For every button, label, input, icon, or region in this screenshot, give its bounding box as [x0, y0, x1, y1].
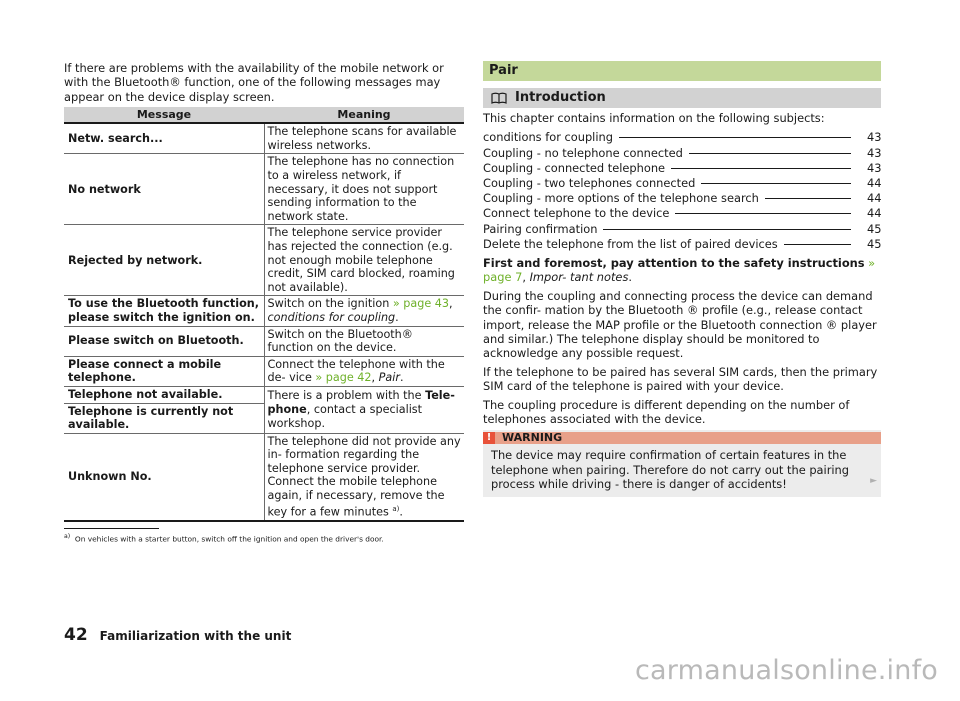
meaning-cell: The telephone has no connection to a wireless network, if necessary, it does not support sending information to the network state. [264, 154, 464, 225]
toc-item[interactable] [483, 146, 881, 161]
meaning-text: . [395, 310, 399, 324]
table-row [64, 225, 464, 296]
toc-list [483, 130, 881, 252]
meaning-text: Connect the telephone with the de- vice [267, 357, 445, 385]
message-cell: To use the Bluetooth function, please switch the ignition on. [64, 296, 264, 326]
meaning-italic: conditions for coupling [267, 310, 396, 324]
table-row [64, 326, 464, 356]
safety-bold: First and foremost, pay attention to the safety instructions [483, 255, 865, 270]
toc-page: 44 [867, 191, 882, 206]
message-cell: Unknown No. [64, 433, 264, 521]
meaning-bold: Tele- phone [267, 389, 455, 416]
toc-label: Coupling - connected telephone [483, 160, 666, 175]
toc-label: Pairing confirmation [483, 221, 598, 236]
table-row [64, 296, 464, 326]
toc-label: conditions for coupling [483, 130, 613, 145]
meaning-cell: The telephone service provider has rejected the connection (e.g. not enough mobile telephone credit, SIM card blocked, roaming not available). [264, 225, 464, 296]
toc-leader [675, 213, 851, 214]
watermark: carmanualsonline.info [635, 655, 938, 686]
footer-section: Familiarization with the unit [99, 629, 292, 643]
meaning-cell: Switch on the Bluetooth® function on the device. [264, 326, 464, 356]
meaning-cell [264, 296, 464, 326]
section-title: Pair [483, 61, 881, 81]
toc-page: 44 [867, 206, 882, 221]
footnote-text: On vehicles with a starter button, switch off the ignition and open the driver's door. [74, 534, 384, 544]
toc-page: 43 [867, 130, 882, 145]
book-icon [491, 92, 507, 104]
warning-title: WARNING [495, 432, 881, 444]
toc-leader [619, 137, 851, 138]
meaning-text: , [449, 297, 453, 311]
safety-note [483, 256, 881, 285]
toc-leader [671, 168, 851, 169]
page-number: 42 [64, 625, 88, 645]
toc-item[interactable] [483, 237, 881, 252]
toc-item[interactable] [483, 191, 881, 206]
meaning-text: Switch on the ignition [267, 297, 393, 311]
toc-page: 45 [867, 236, 882, 251]
continue-arrow-icon: ► [870, 476, 877, 487]
page-link[interactable]: » page 42 [315, 371, 372, 385]
left-intro: If there are problems with the availability of the mobile network or with the Bluetooth® function, one of the following messages may appear on the device display screen. [64, 61, 444, 104]
toc-leader [701, 183, 851, 184]
meaning-text: , contact a specialist workshop. [267, 403, 423, 430]
message-cell: Telephone is currently not available. [64, 403, 264, 433]
footnote-ref: a) [392, 504, 400, 513]
toc-leader [784, 244, 851, 245]
safety-sep: , [522, 270, 530, 285]
meaning-cell [264, 356, 464, 386]
toc-item[interactable] [483, 222, 881, 237]
toc-label: Coupling - no telephone connected [483, 145, 683, 160]
toc-label: Connect telephone to the device [483, 206, 670, 221]
footnote-mark: a) [64, 532, 71, 540]
warning-icon: ! [483, 432, 495, 444]
toc-page: 45 [867, 221, 882, 236]
header-message: Message [64, 107, 264, 123]
paragraph-procedure: The coupling procedure is different depending on the number of telephones associated with the device. [483, 397, 850, 426]
meaning-text: . [399, 505, 403, 519]
subsection-header [483, 88, 881, 108]
header-meaning: Meaning [264, 107, 464, 123]
meaning-text: . [399, 371, 404, 385]
toc-item[interactable] [483, 206, 881, 221]
toc-page: 44 [867, 175, 882, 190]
toc-page: 43 [867, 145, 882, 160]
right-column [483, 61, 881, 497]
table-row [64, 356, 464, 386]
toc-item[interactable] [483, 130, 881, 145]
page-link[interactable]: » page 43 [392, 297, 449, 311]
toc-item[interactable] [483, 161, 881, 176]
safety-italic: Impor- tant notes [529, 270, 629, 285]
toc-leader [689, 153, 851, 154]
warning-text: The device may require confirmation of certain features in the telephone when pairing. Therefore do not carry out the pairing process while driving - there is danger of accidents! [491, 448, 850, 492]
safety-end: . [628, 270, 632, 285]
paragraph-coupling: During the coupling and connecting process the device can demand the confir- mation by the Bluetooth ® profile (e.g., release contact import, release the MAP profile or the Bluetooth connection ® player and similar.) The telephone display should be monitored to acknowledge any possible request. [483, 288, 877, 361]
table-row [64, 154, 464, 225]
table-row [64, 433, 464, 521]
warning-header [483, 430, 881, 446]
left-column [64, 61, 464, 544]
message-cell: Telephone not available. [64, 386, 264, 403]
warning-box [483, 430, 881, 496]
footnote [64, 532, 464, 544]
meaning-italic: Pair [378, 371, 400, 385]
meaning-text: The telephone did not provide any in- formation regarding the telephone service provider. Connect the mobile telephone again, if necessary, remove the key for a few minutes [267, 434, 461, 519]
paragraph-sim: If the telephone to be paired has several SIM cards, then the primary SIM card of the telephone is paired with your device. [483, 364, 878, 394]
toc-label: Delete the telephone from the list of paired devices [483, 236, 778, 251]
message-cell: Rejected by network. [64, 225, 264, 296]
message-cell: Please switch on Bluetooth. [64, 326, 264, 356]
footnote-divider [64, 528, 159, 529]
message-cell: No network [64, 154, 264, 225]
meaning-text: , [371, 371, 379, 385]
toc-leader [603, 229, 851, 230]
meaning-text: There is a problem with the [267, 389, 426, 403]
messages-table [64, 107, 464, 522]
meaning-cell [264, 433, 464, 521]
toc-page: 43 [867, 160, 882, 175]
page-footer [64, 625, 292, 645]
safety-link[interactable]: » page 7 [483, 255, 876, 285]
message-cell: Please connect a mobile telephone. [64, 356, 264, 386]
toc-label: Coupling - more options of the telephone search [483, 191, 759, 206]
table-row [64, 386, 464, 403]
toc-leader [765, 198, 851, 199]
message-cell: Netw. search... [64, 123, 264, 154]
right-intro: This chapter contains information on the following subjects: [483, 111, 825, 125]
subsection-title: Introduction [515, 90, 606, 105]
meaning-cell: The telephone scans for available wireless networks. [264, 123, 464, 154]
toc-item[interactable] [483, 176, 881, 191]
toc-label: Coupling - two telephones connected [483, 175, 696, 190]
table-row [64, 123, 464, 154]
meaning-cell [264, 386, 464, 433]
